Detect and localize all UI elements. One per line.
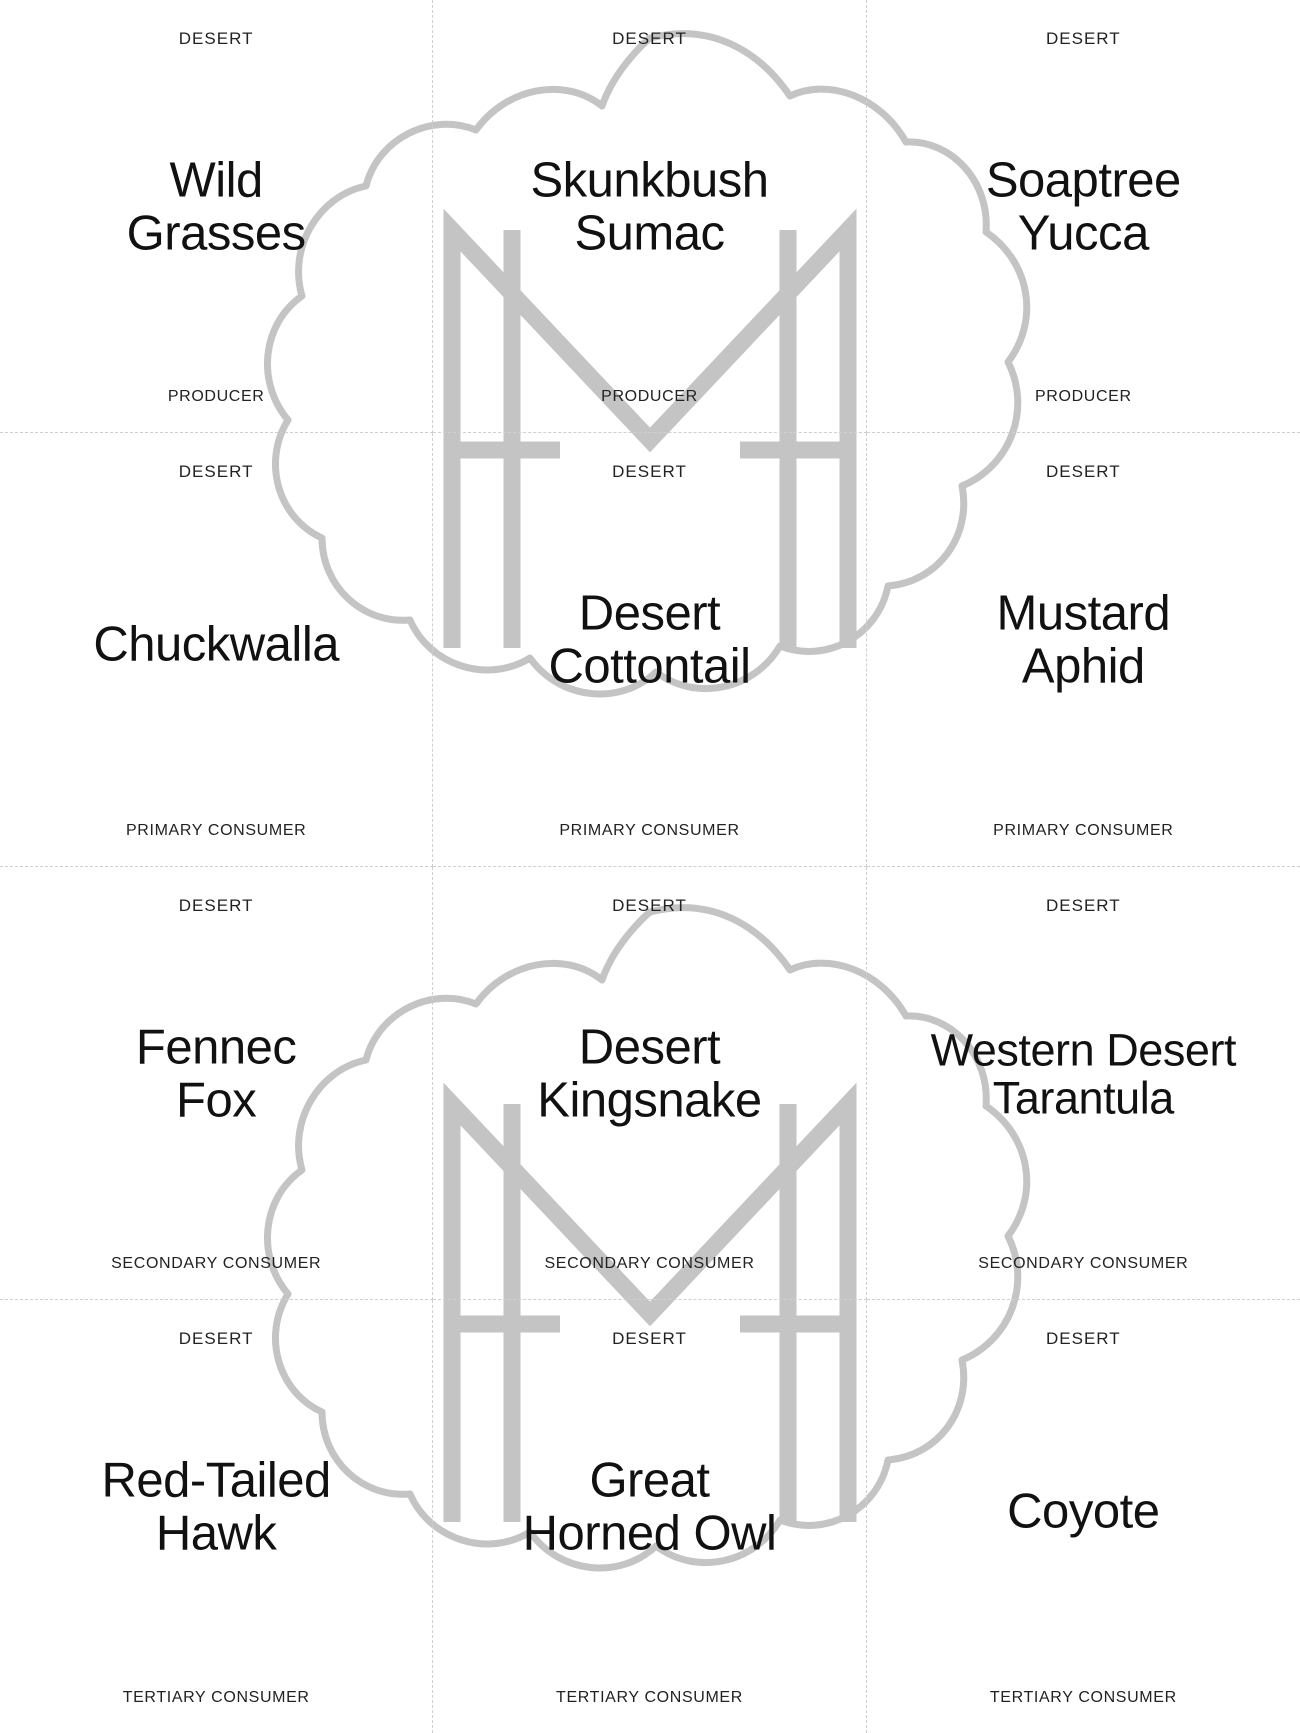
card-biome-label: DESERT <box>612 29 687 48</box>
card-title: Red-Tailed Hawk <box>101 1454 331 1561</box>
card-role-label: SECONDARY CONSUMER <box>544 1254 755 1272</box>
card-role-label: TERTIARY CONSUMER <box>556 1689 743 1706</box>
card-role-label: PRODUCER <box>167 388 265 406</box>
card-role-label: SECONDARY CONSUMER <box>111 1254 322 1272</box>
card-role-label: TERTIARY CONSUMER <box>989 1689 1177 1706</box>
card-desert-cottontail[interactable] <box>433 433 866 866</box>
card-role-label: PRODUCER <box>1034 388 1132 406</box>
card-mustard-aphid[interactable] <box>867 433 1300 866</box>
card-biome-label: DESERT <box>612 895 687 915</box>
card-biome-label: DESERT <box>1045 895 1121 915</box>
card-red-tailed-hawk[interactable] <box>0 1300 433 1733</box>
card-soaptree-yucca[interactable] <box>867 0 1300 433</box>
card-desert-kingsnake[interactable] <box>433 867 866 1300</box>
card-title: Great Horned Owl <box>522 1454 777 1561</box>
card-fennec-fox[interactable] <box>0 867 433 1300</box>
card-great-horned-owl[interactable] <box>433 1300 866 1733</box>
card-biome-label: DESERT <box>178 29 254 48</box>
card-biome-label: DESERT <box>178 895 254 915</box>
card-title: Western Desert Tarantula <box>930 1024 1237 1124</box>
card-biome-label: DESERT <box>612 1328 687 1348</box>
card-biome-label: DESERT <box>1045 1328 1121 1348</box>
card-title: Fennec Fox <box>135 1020 297 1128</box>
card-biome-label: DESERT <box>178 462 254 482</box>
card-title: Mustard Aphid <box>996 587 1171 694</box>
card-title: Desert Kingsnake <box>537 1020 762 1128</box>
card-coyote[interactable] <box>867 1300 1300 1733</box>
card-title: Chuckwalla <box>93 617 339 672</box>
card-chuckwalla[interactable] <box>0 433 433 866</box>
card-biome-label: DESERT <box>1045 29 1121 48</box>
card-biome-label: DESERT <box>612 462 687 482</box>
card-role-label: PRIMARY CONSUMER <box>125 821 307 839</box>
card-wild-grasses[interactable] <box>0 0 433 433</box>
card-role-label: PRIMARY CONSUMER <box>993 821 1174 839</box>
card-title: Soaptree Yucca <box>985 153 1181 261</box>
card-role-label: PRIMARY CONSUMER <box>559 821 740 839</box>
card-title: Coyote <box>1007 1484 1160 1539</box>
card-role-label: PRODUCER <box>601 388 698 406</box>
card-role-label: TERTIARY CONSUMER <box>122 1689 310 1706</box>
card-skunkbush-sumac[interactable] <box>433 0 866 433</box>
card-biome-label: DESERT <box>1045 462 1121 482</box>
card-biome-label: DESERT <box>178 1328 254 1348</box>
card-western-desert-tarantula[interactable] <box>867 867 1300 1300</box>
card-title: Wild Grasses <box>126 153 306 261</box>
card-role-label: SECONDARY CONSUMER <box>978 1254 1189 1272</box>
card-title: Desert Cottontail <box>548 587 751 694</box>
card-title: Skunkbush Sumac <box>530 153 769 261</box>
